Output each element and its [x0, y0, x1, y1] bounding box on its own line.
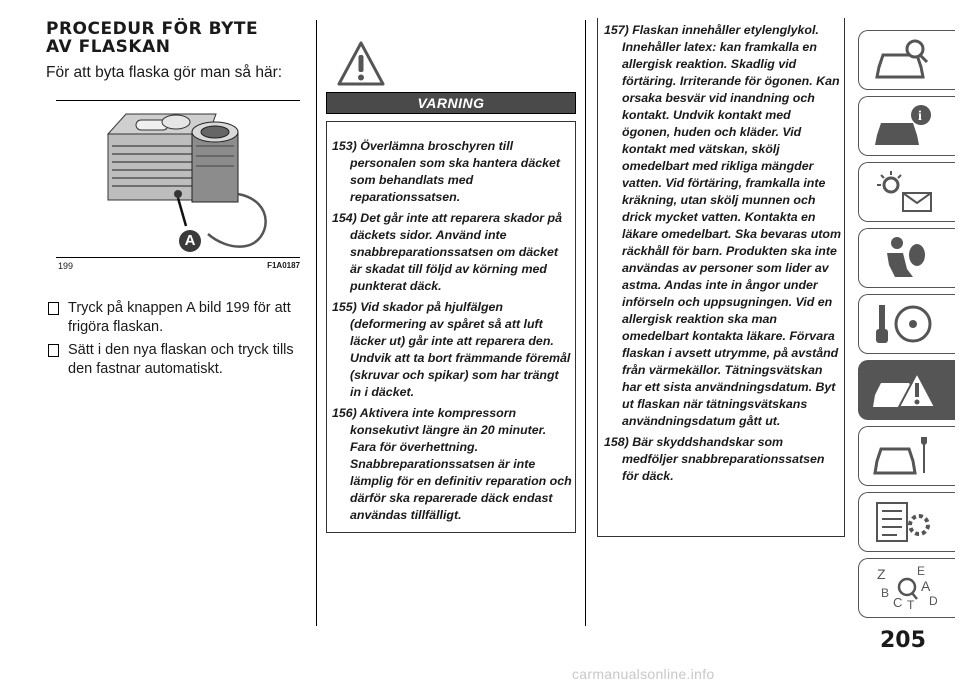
specifications-gear-icon: [873, 499, 937, 545]
airbag-seat-icon: [873, 235, 937, 281]
section-title-line1: PROCEDUR FÖR BYTE: [46, 19, 259, 39]
tab-technical-data[interactable]: [858, 492, 955, 552]
tab-lights-messages[interactable]: [858, 162, 955, 222]
index-letter: D: [929, 594, 938, 608]
section-column: [46, 20, 304, 82]
callout-letter: A: [184, 232, 196, 249]
list-item: [46, 299, 304, 337]
figure-top-rule: [56, 100, 300, 101]
car-warning-triangle-icon: [873, 367, 937, 413]
index-letter: T: [907, 598, 915, 612]
svg-text:i: i: [918, 109, 922, 124]
warning-note: 153) Överlämna broschyren till personalen som ska hantera däcket som behandlats med reparationssatsen.: [332, 139, 561, 204]
tab-maintenance[interactable]: [858, 426, 955, 486]
car-wrench-icon: [873, 433, 937, 479]
tab-emergency[interactable]: [858, 360, 955, 420]
warning-heading: VARNING: [326, 92, 576, 114]
car-info-icon: [873, 103, 937, 149]
index-letter: A: [921, 578, 931, 594]
warning-note: 157) Flaskan innehåller etylenglykol. Innehåller latex: kan framkalla en allergisk reaktion. Skadlig vid förtäring. Irriterande för ögonen. Kan orsaka besvär vid inandning och kontakt. Undvik kontakt med ögonen, huden och kläder. Vid kontakt med vätskan, skölj omedelbart med rikliga mängder vatten. Vid förtäring, framkalla inte kräkning, utan skölj munnen och drick mycket vatten. Kontakta en läkare omedelbart. Ska bevaras utom räckhåll för barn. Produkten ska inte användas av personer som lider av astma. Andas inte in ångor under införseln och uppsugningen. Vid en allergisk reaktion ska man omedelbart kontakta läkare. Förvara flaskan i avsett utrymme, på avstånd från värmekällor. Tätningsvätskan har ett sista användningsdatum. Byt ut flaskan när tätningsvätskans användningsdatum gått ut.: [604, 23, 842, 428]
page-number: 205: [880, 628, 926, 653]
warning-note: 158) Bär skyddshandskar som medföljer snabbreparationssatsen för däck.: [604, 435, 825, 483]
list-item: [46, 341, 304, 379]
notes-list: [604, 22, 842, 489]
index-letter: Z: [877, 566, 886, 582]
warning-triangle-icon: [336, 40, 386, 88]
warning-notes: [332, 138, 572, 528]
warning-box: [326, 121, 576, 533]
warning-note: 156) Aktivera inte kompressorn konsekutivt längre än 20 minuter. Fara för överhettning. Snabbreparationssatsen är inte lämplig för en definitiv reparation och därför ska reparerade däck endast användas tillfälligt.: [332, 406, 572, 522]
figure-number: 199: [58, 261, 74, 271]
figure-code: F1A0187: [267, 261, 300, 270]
section-intro: För att byta flaska gör man så här:: [46, 64, 283, 81]
figure-bottom-rule: [56, 257, 300, 258]
index-letter: E: [917, 564, 926, 578]
checkbox-bullet-icon: [48, 344, 59, 357]
tab-index[interactable]: [858, 558, 955, 618]
tab-starting-driving[interactable]: [858, 294, 955, 354]
step-list: [46, 299, 304, 383]
index-letter: B: [881, 586, 890, 600]
key-steering-wheel-icon: [873, 301, 937, 347]
light-message-icon: [873, 169, 937, 215]
step-text: Tryck på knappen A bild 199 för att frigöra flaskan.: [68, 300, 291, 335]
warning-note: 155) Vid skador på hjulfälgen (deformering av spåret så att luft läcker ut) går inte att reparera den. Undvik att ta bort främmande föremål (skruvar och spikar) som har trängt in i däcket.: [332, 300, 571, 399]
figure-199: [56, 100, 300, 276]
alphabetical-index-icon: [873, 563, 943, 613]
callout-a: [179, 230, 201, 252]
step-text: Sätt i den nya flaskan och tryck tills den fastnar automatiskt.: [68, 342, 294, 377]
checkbox-bullet-icon: [48, 302, 59, 315]
watermark: carmanualsonline.info: [572, 666, 715, 682]
tab-car-info[interactable]: [858, 96, 955, 156]
section-title: [46, 20, 304, 56]
tab-car-search[interactable]: [858, 30, 955, 90]
notes-box: [597, 18, 845, 537]
warning-note: 154) Det går inte att reparera skador på däckets sidor. Använd inte snabbreparationssatsen om däcket är skadat till följd av körning med punkterat däck.: [332, 211, 563, 293]
tab-safety[interactable]: [858, 228, 955, 288]
column-divider: [316, 20, 317, 626]
index-letter: C: [893, 595, 903, 610]
car-search-icon: [873, 37, 937, 83]
section-title-line2: AV FLASKAN: [46, 37, 171, 57]
column-divider: [585, 20, 586, 626]
